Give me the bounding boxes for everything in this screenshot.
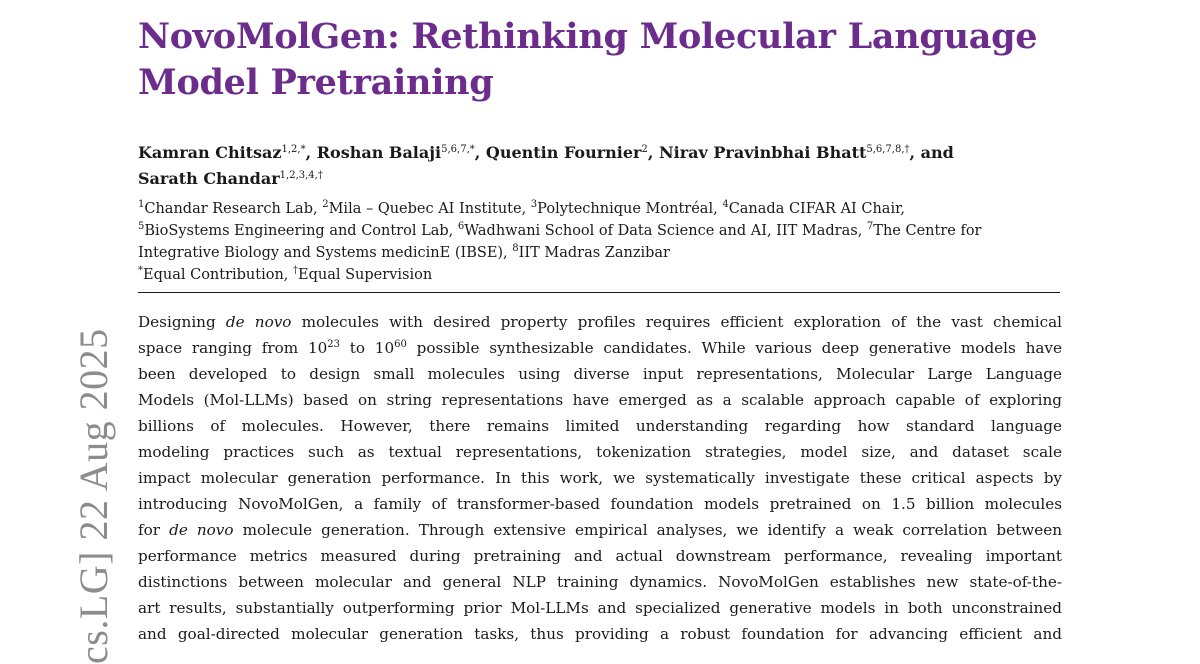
author-affiliation-marks: 1,2,3,4,†	[279, 170, 323, 181]
author-list	[138, 140, 1062, 192]
abstract-text: possible synthesizable candidates. While various deep generative models have	[406, 339, 1062, 357]
affiliation-mark: 5	[138, 221, 145, 232]
affiliation-text: BioSystems Engineering and Control Lab,	[144, 223, 458, 239]
affiliation-text: Canada CIFAR AI Chair,	[728, 201, 906, 217]
author-name: Quentin Fournier	[485, 143, 642, 162]
exponent: 60	[394, 339, 407, 350]
author-separator: , and	[909, 143, 954, 162]
abstract-line: and goal-directed molecular generation tasks, thus providing a robust foundation for advancing efficient and	[138, 625, 1062, 643]
abstract-emphasis: de novo	[169, 521, 234, 539]
paper-title	[138, 14, 1062, 106]
abstract-emphasis: de novo	[225, 313, 292, 331]
contribution-text: Equal Supervision	[298, 267, 433, 283]
header-divider	[138, 292, 1060, 293]
affiliation-text: Wadhwani School of Data Science and AI, IIT Madras,	[464, 223, 867, 239]
author-separator: ,	[305, 143, 317, 162]
author-name: Kamran Chitsaz	[138, 143, 282, 162]
arxiv-stamp-text: cs.LG] 22 Aug 2025	[71, 328, 116, 664]
paper-content	[138, 0, 1062, 647]
affiliation-text: Chandar Research Lab,	[144, 201, 323, 217]
arxiv-side-stamp	[0, 0, 116, 664]
affiliation-line	[138, 242, 1062, 264]
affiliation-text: Integrative Biology and Systems medicinE (IBSE),	[138, 245, 513, 261]
contribution-text: Equal Contribution,	[143, 267, 294, 283]
author-name: Sarath Chandar	[138, 169, 280, 188]
abstract-line	[138, 517, 1062, 543]
affiliation-mark: 2	[322, 199, 329, 210]
affiliation-text: The Centre for	[873, 223, 982, 239]
affiliation-text: Mila – Quebec AI Institute,	[328, 201, 531, 217]
affiliation-line	[138, 198, 1062, 220]
author-name: Roshan Balaji	[316, 143, 442, 162]
abstract-line	[138, 309, 1062, 335]
abstract-line: impact molecular generation performance. In this work, we systematically investigate these critical aspects by	[138, 469, 1062, 487]
contribution-mark: *	[138, 265, 143, 276]
author-affiliation-marks: 5,6,7,8,†	[866, 144, 910, 155]
abstract-line	[138, 335, 1062, 361]
title-line-2: Model Pretraining	[138, 62, 494, 103]
author-separator: ,	[474, 143, 486, 162]
abstract-line: art results, substantially outperforming prior Mol-LLMs and specialized generative models in both unconstrained	[138, 599, 1062, 617]
affiliation-mark: 1	[138, 199, 145, 210]
author-separator: ,	[647, 143, 659, 162]
abstract	[138, 309, 1062, 647]
abstract-text: molecule generation. Through extensive empirical analyses, we identify a weak correlation between	[233, 521, 1063, 539]
affiliation-mark: 6	[457, 221, 465, 232]
author-affiliation-marks: 2	[641, 144, 648, 155]
affiliation-mark: 7	[866, 221, 874, 232]
abstract-text: Designing	[138, 313, 226, 331]
affiliation-mark: 4	[722, 199, 729, 210]
affiliation-mark: 8	[512, 243, 519, 254]
abstract-line: modeling practices such as textual representations, tokenization strategies, model size, and dataset scale	[138, 443, 1062, 461]
abstract-line: billions of molecules. However, there remains limited understanding regarding how standard language	[138, 417, 1062, 435]
contribution-note	[138, 264, 1062, 286]
affiliation-text: IIT Madras Zanzibar	[518, 245, 670, 261]
abstract-line: introducing NovoMolGen, a family of transformer-based foundation models pretrained on 1.5 billion molecules	[138, 495, 1062, 513]
contribution-mark: †	[293, 265, 299, 276]
abstract-line: Models (Mol-LLMs) based on string representations have emerged as a scalable approach capable of exploring	[138, 391, 1062, 409]
affiliation-line	[138, 220, 1062, 242]
abstract-text: for	[138, 521, 170, 539]
abstract-text: space ranging from 10	[138, 339, 328, 357]
abstract-line: distinctions between molecular and general NLP training dynamics. NovoMolGen establishes new state-of-the-	[138, 573, 1062, 591]
exponent: 23	[327, 339, 341, 350]
author-affiliation-marks: 1,2,*	[281, 144, 306, 155]
abstract-text: to 10	[340, 339, 395, 357]
author-name: Nirav Pravinbhai Bhatt	[659, 143, 867, 162]
abstract-line: performance metrics measured during pretraining and actual downstream performance, revealing important	[138, 547, 1062, 565]
affiliations	[138, 198, 1062, 286]
abstract-text: molecules with desired property profiles requires efficient exploration of the vast chemical	[291, 313, 1063, 331]
affiliation-mark: 3	[530, 199, 538, 210]
affiliation-text: Polytechnique Montréal,	[537, 201, 723, 217]
author-affiliation-marks: 5,6,7,*	[441, 144, 475, 155]
title-line-1: NovoMolGen: Rethinking Molecular Language	[138, 16, 1038, 57]
abstract-line: been developed to design small molecules using diverse input representations, Molecular Large Language	[138, 365, 1062, 383]
